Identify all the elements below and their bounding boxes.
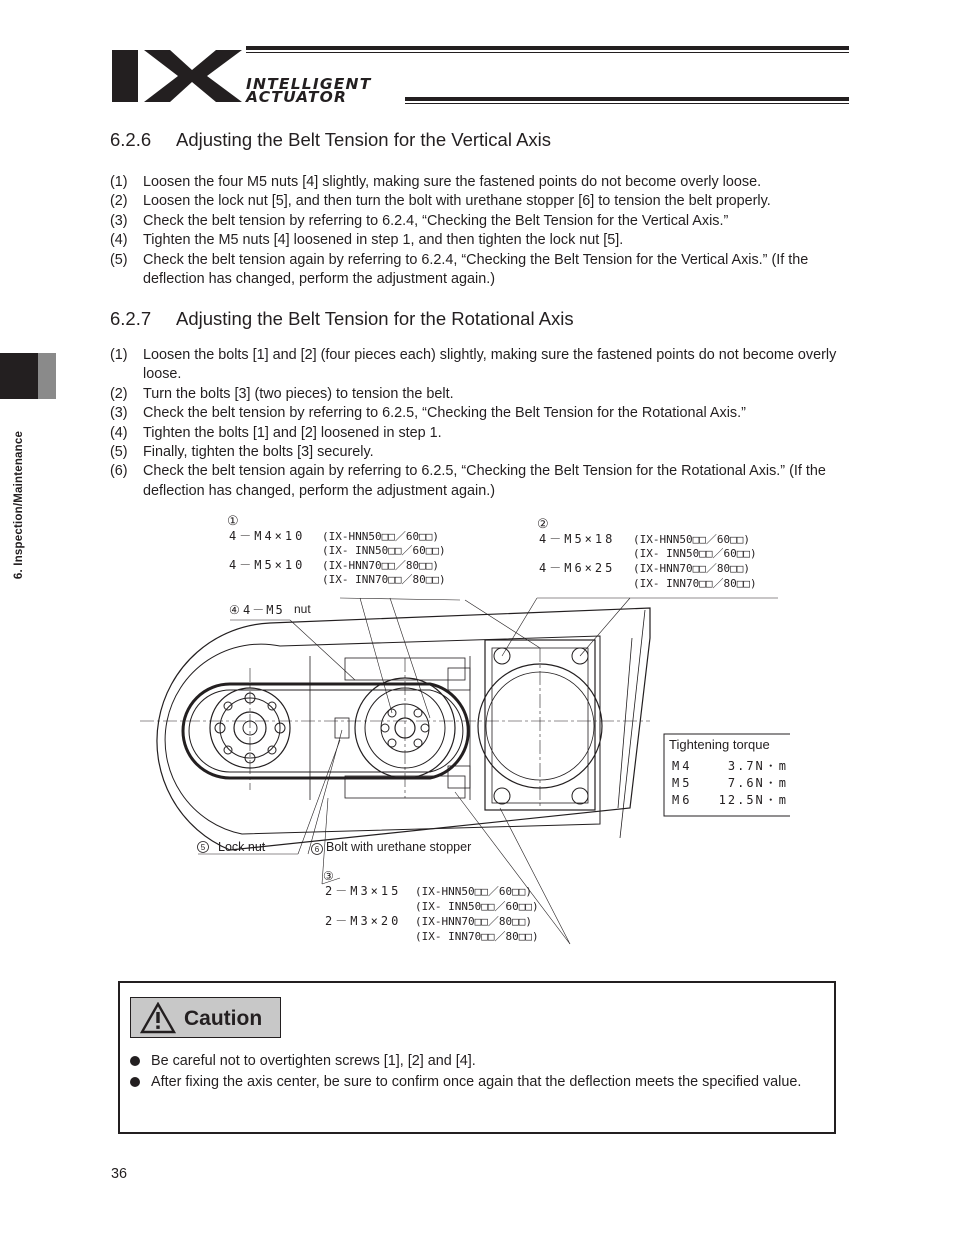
step-number: (6)	[110, 463, 128, 480]
callout-2-bolt-spec	[537, 517, 757, 590]
callout-4-nut	[229, 602, 311, 617]
callout-5-lock-nut	[198, 840, 266, 854]
procedure-step	[110, 385, 850, 404]
chapter-side-label: 6. Inspection/Maintenance	[13, 430, 25, 580]
step-text: Loosen the lock nut [5], and then turn the bolt with urethane stopper [6] to tension the belt properly.	[143, 193, 771, 210]
bullet-icon	[130, 1077, 140, 1087]
callout-5-marker: 5	[200, 843, 206, 852]
caution-text: Be careful not to overtighten screws [1], [2] and [4].	[151, 1053, 476, 1069]
step-text: Tighten the M5 nuts [4] loosened in step 1, and then tighten the lock nut [5].	[143, 232, 624, 249]
step-number: (5)	[110, 251, 128, 268]
torque-value: 7.6N・m	[727, 776, 788, 790]
procedure-step	[110, 231, 850, 250]
bolt-spec: 4－M4×10	[229, 529, 306, 543]
torque-value: 12.5N・m	[718, 793, 788, 807]
torque-value: 3.7N・m	[727, 759, 788, 773]
header-rule	[405, 103, 849, 104]
model-list: (IX-HNN50□□／60□□)	[322, 530, 439, 543]
ix-logo	[112, 44, 242, 104]
procedure-step	[110, 424, 850, 443]
procedure-steps	[110, 346, 850, 501]
section-title: Adjusting the Belt Tension for the Vertical Axis	[176, 129, 552, 150]
step-text: Tighten the bolts [1] and [2] loosened in step 1.	[143, 424, 442, 441]
model-list: (IX- INN70□□／80□□)	[415, 930, 539, 943]
step-text: Finally, tighten the bolts [3] securely.	[143, 444, 374, 461]
model-list: (IX- INN70□□／80□□)	[633, 577, 757, 590]
torque-table-title: Tightening torque	[669, 737, 770, 752]
callout-6-marker: 6	[314, 845, 320, 854]
nut-spec: 4－M5	[243, 603, 285, 617]
model-list: (IX- INN70□□／80□□)	[322, 573, 446, 586]
bolt-spec: 2－M3×20	[325, 914, 402, 928]
step-text: Loosen the four M5 nuts [4] slightly, making sure the fastened points do not become overly loose.	[143, 174, 762, 190]
procedure-step	[110, 346, 850, 385]
section-number: 6.2.6	[110, 129, 152, 150]
procedure-step	[110, 251, 850, 290]
section-number: 6.2.7	[110, 308, 152, 329]
nut-label: nut	[294, 602, 311, 616]
tightening-torque-table	[664, 734, 790, 816]
callout-3-marker: ③	[323, 869, 334, 883]
torque-size: M6	[672, 793, 693, 807]
step-number: (1)	[110, 174, 128, 190]
bolt-spec: 4－M5×18	[539, 532, 616, 546]
brand-name-line2: ACTUATOR	[246, 88, 348, 106]
page-number: 36	[111, 1166, 128, 1182]
step-text: Check the belt tension again by referring to 6.2.5, “Checking the Belt Tension for the Rotational Axis.” (If the deflection has changed, perform the adjustment again.)	[143, 463, 826, 499]
callout-1-bolt-spec	[227, 514, 446, 586]
caution-item	[130, 1052, 820, 1071]
procedure-step	[110, 404, 850, 423]
step-number: (2)	[110, 193, 128, 210]
step-number: (3)	[110, 212, 128, 229]
chapter-tab-marker-shade	[38, 353, 56, 399]
header-rule	[246, 52, 849, 53]
step-text: Loosen the bolts [1] and [2] (four pieces each) slightly, making sure the fastened points do not become overly loose.	[143, 347, 837, 383]
caution-label: Caution	[184, 1007, 263, 1030]
caution-item	[130, 1073, 820, 1092]
step-number: (4)	[110, 424, 128, 441]
model-list: (IX- INN50□□／60□□)	[633, 547, 757, 560]
step-text: Turn the bolts [3] (two pieces) to tension the belt.	[143, 385, 454, 402]
callout-4-marker: ④	[229, 603, 240, 617]
header-rule	[405, 97, 849, 101]
caution-list	[130, 1052, 820, 1094]
step-number: (4)	[110, 232, 128, 249]
caution-header	[130, 997, 281, 1038]
warning-triangle-icon	[140, 1002, 176, 1034]
model-list: (IX-HNN50□□／60□□)	[633, 533, 750, 546]
caution-text: After fixing the axis center, be sure to confirm once again that the deflection meets the specified value.	[151, 1074, 802, 1090]
header-rule	[246, 46, 849, 50]
lock-nut-label: Lock nut	[218, 840, 266, 854]
procedure-step	[110, 212, 850, 231]
arm-drawing	[157, 608, 650, 850]
brand-name-line1: INTELLIGENT	[246, 75, 372, 93]
procedure-step	[110, 192, 850, 211]
procedure-steps	[110, 173, 850, 289]
bolt-spec: 2－M3×15	[325, 884, 402, 898]
bolt-with-stopper-label: Bolt with urethane stopper	[326, 840, 472, 854]
model-list: (IX-HNN70□□／80□□)	[633, 562, 750, 575]
section-heading	[110, 308, 574, 330]
step-number: (1)	[110, 347, 128, 363]
model-list: (IX-HNN70□□／80□□)	[415, 915, 532, 928]
procedure-step	[110, 462, 850, 501]
belt-tension-diagram	[130, 508, 790, 950]
bolt-spec: 4－M6×25	[539, 561, 616, 575]
step-number: (3)	[110, 405, 128, 422]
step-number: (2)	[110, 385, 128, 402]
section-heading	[110, 129, 551, 151]
model-list: (IX-HNN50□□／60□□)	[415, 885, 532, 898]
torque-size: M5	[672, 776, 693, 790]
caution-box	[118, 981, 836, 1134]
callout-6-bolt-with-stopper	[312, 840, 472, 855]
model-list: (IX-HNN70□□／80□□)	[322, 559, 439, 572]
bolt-spec: 4－M5×10	[229, 558, 306, 572]
section-title: Adjusting the Belt Tension for the Rotational Axis	[176, 308, 574, 329]
torque-size: M4	[672, 759, 693, 773]
bullet-icon	[130, 1056, 140, 1066]
chapter-tab-marker	[0, 353, 38, 399]
callout-1-marker: ①	[227, 514, 239, 529]
step-text: Check the belt tension by referring to 6.2.5, “Checking the Belt Tension for the Rotational Axis.”	[143, 405, 746, 422]
procedure-step	[110, 173, 850, 192]
callout-2-marker: ②	[537, 517, 549, 532]
step-text: Check the belt tension by referring to 6.2.4, “Checking the Belt Tension for the Vertical Axis.”	[143, 212, 729, 229]
step-number: (5)	[110, 444, 128, 461]
procedure-step	[110, 443, 850, 462]
step-text: Check the belt tension again by referring to 6.2.4, “Checking the Belt Tension for the Vertical Axis.” (If the deflection has changed, perform the adjustment again.)	[143, 251, 809, 288]
model-list: (IX- INN50□□／60□□)	[415, 900, 539, 913]
model-list: (IX- INN50□□／60□□)	[322, 544, 446, 557]
callout-3-bolt-spec	[323, 869, 539, 943]
